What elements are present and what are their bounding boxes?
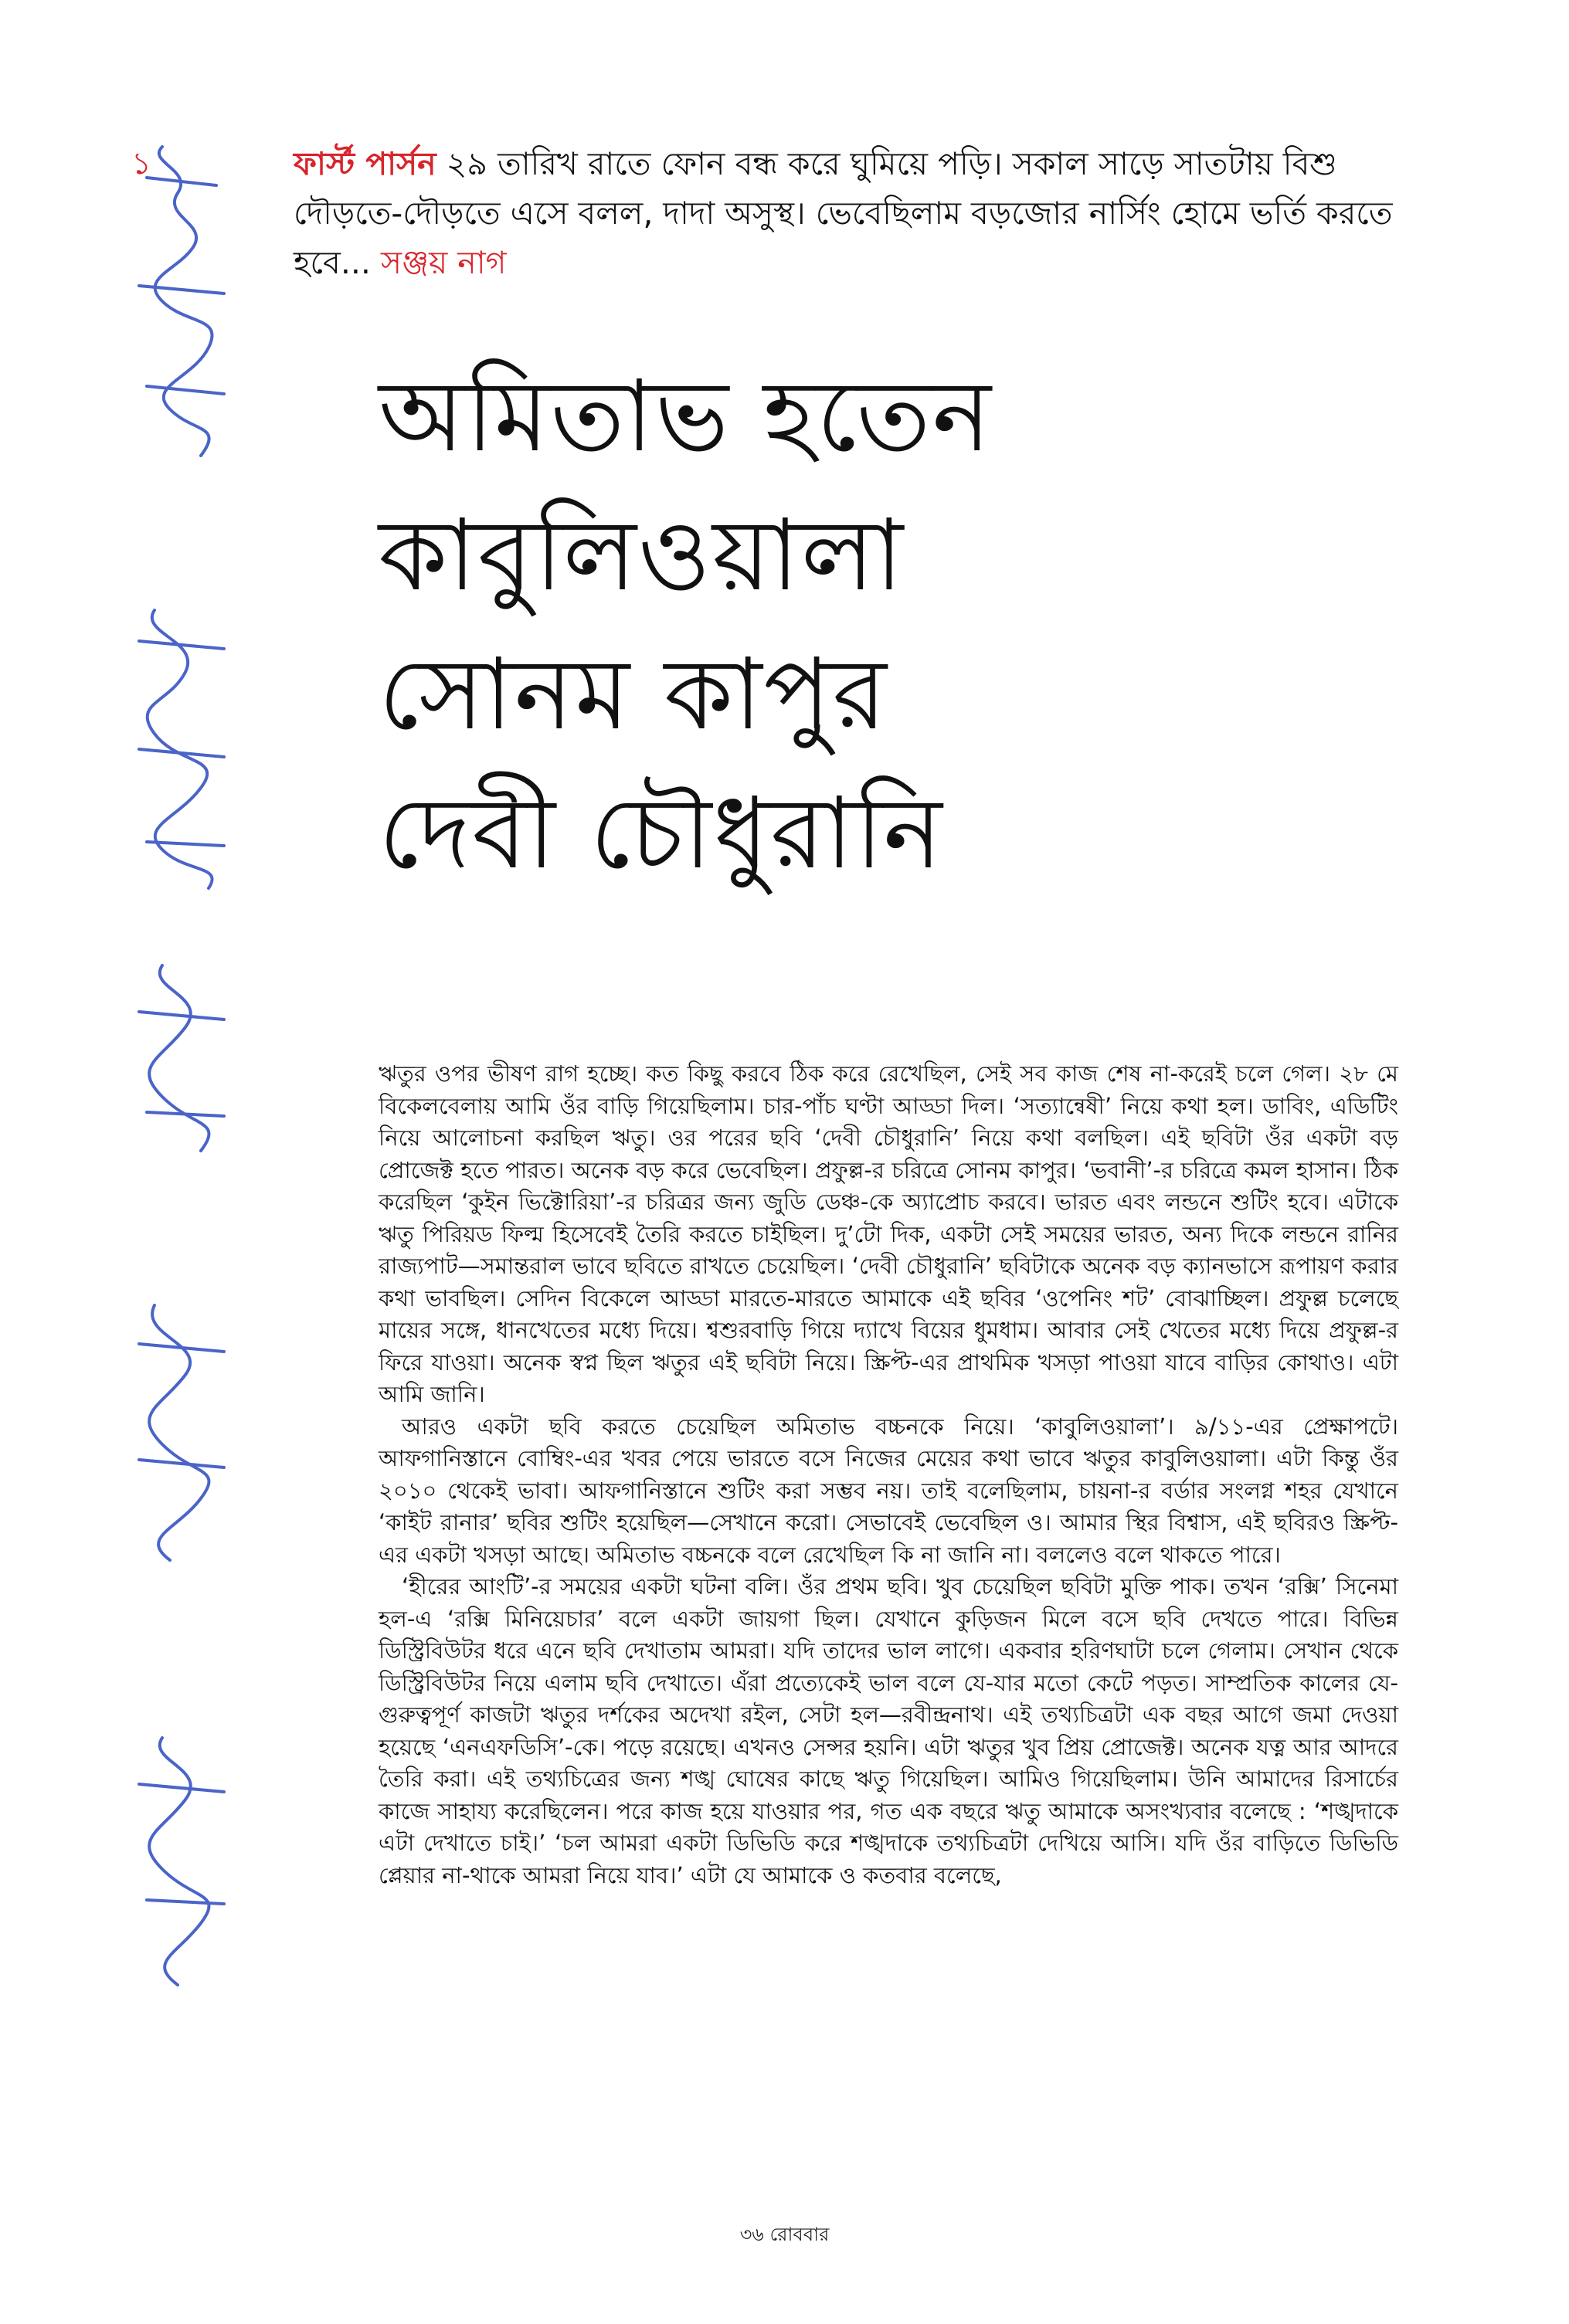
- handwriting-word-4: [139, 1305, 224, 1560]
- article-paragraph: আরও একটা ছবি করতে চেয়েছিল অমিতাভ বচ্চনকে নিয়ে। ‘কাবুলিওয়ালা’। ৯/১১-এর প্রেক্ষাপটে। আফগানিস্তানে বোম্বিং-এর খবর পেয়ে ভারতে বসে নিজের মেয়ের কথা ভাবে ঋতুর কাবুলিওয়ালা। এটা কিন্তু ওঁর ২০১০ থেকেই ভাবা। আফগানিস্তানে শুটিং করা সম্ভব নয়। তাই বলেছিলাম, চায়না-র বর্ডার সংলগ্ন শহর যেখানে ‘কাইট রানার’ ছবির শুটিং হয়েছিল—সেখানে করো। সেভাবেই ভেবেছিল ও। আমার স্থির বিশ্বাস, এই ছবিরও স্ক্রিপ্ট-এর একটা খসড়া আছে। অমিতাভ বচ্চনকে বলে রেখেছিল কি না জানি না। বললেও বলে থাকতে পারে।: [379, 1413, 1398, 1568]
- article-paragraph: ঋতুর ওপর ভীষণ রাগ হচ্ছে। কত কিছু করবে ঠিক করে রেখেছিল, সেই সব কাজ শেষ না-করেই চলে গেল। ২৮ মে বিকেলবেলায় আমি ওঁর বাড়ি গিয়েছিলাম। চার-পাঁচ ঘণ্টা আড্ডা দিল। ‘সত্যান্বেষী’ নিয়ে কথা হল। ডাবিং, এডিটিং নিয়ে আলোচনা করছিল ঋতু। ওর পরের ছবি ‘দেবী চৌধুরানি’ নিয়ে কথা বলছিল। এই ছবিটা ওঁর একটা বড় প্রোজেক্ট হতে পারত। অনেক বড় করে ভেবেছিল। প্রফুল্ল-র চরিত্রে সোনম কাপুর। ‘ভবানী’-র চরিত্রে কমল হাসান। ঠিক করেছিল ‘কুইন ভিক্টোরিয়া’-র চরিত্রর জন্য জুডি ডেঞ্চ-কে অ্যাপ্রোচ করবে। ভারত এবং লন্ডনে শুটিং হবে। এটাকে ঋতু পিরিয়ড ফিল্ম হিসেবেই তৈরি করতে চাইছিল। দু’টো দিক, একটা সেই সময়ের ভারত, অন্য দিকে লন্ডনে রানির রাজ্যপাট—সমান্তরাল ভাবে ছবিতে রাখতে চেয়েছিল। ‘দেবী চৌধুরানি’ ছবিটাকে অনেক বড় ক্যানভাসে রূপায়ণ করার কথা ভাবছিল। সেদিন বিকেলে আড্ডা মারতে-মারতে আমাকে এই ছবির ‘ওপেনিং শট’ বোঝাচ্ছিল। প্রফুল্ল চলেছে মায়ের সঙ্গে, ধানখেতের মধ্যে দিয়ে। শ্বশুরবাড়ি গিয়ে দ্যাখে বিয়ের ধুমধাম। আবার সেই খেতের মধ্যে দিয়ে প্রফুল্ল-র ফিরে যাওয়া। অনেক স্বপ্ন ছিল ঋতুর এই ছবিটা নিয়ে। স্ক্রিপ্ট-এর প্রাথমিক খসড়া পাওয়া যাবে বাড়ির কোথাও। এটা আমি জানি।: [379, 1060, 1398, 1407]
- article-paragraph: ‘হীরের আংটি’-র সময়ের একটা ঘটনা বলি। ওঁর প্রথম ছবি। খুব চেয়েছিল ছবিটা মুক্তি পাক। তখন ‘রক্সি’ সিনেমা হল-এ ‘রক্সি মিনিয়েচার’ বলে একটা জায়গা ছিল। যেখানে কুড়িজন মিলে বসে ছবি দেখতে পারে। বিভিন্ন ডিস্ট্রিবিউটর ধরে এনে ছবি দেখাতাম আমরা। যদি তাদের ভাল লাগে। একবার হরিণঘাটা চলে গেলাম। সেখান থেকে ডিস্ট্রিবিউটর নিয়ে এলাম ছবি দেখাতে। এঁরা প্রত্যেকেই ভাল বলে যে-যার মতো কেটে পড়ত। সাম্প্রতিক কালের যে-গুরুত্বপূর্ণ কাজটা ঋতুর দর্শকের অদেখা রইল, সেটা হল—রবীন্দ্রনাথ। এই তথ্যচিত্রটা এক বছর আগে জমা দেওয়া হয়েছে ‘এনএফডিসি’-কে। পড়ে রয়েছে। এখনও সেন্সর হয়নি। এটা ঋতুর খুব প্রিয় প্রোজেক্ট। অনেক যত্ন আর আদরে তৈরি করা। এই তথ্যচিত্রের জন্য শঙ্খ ঘোষের কাছে ঋতু গিয়েছিল। আমিও গিয়েছিলাম। উনি আমাদের রিসার্চের কাজে সাহায্য করেছিলেন। পরে কাজ হয়ে যাওয়ার পর, গত এক বছরে ঋতু আমাকে অসংখ্যবার বলেছে : ‘শঙ্খদাকে এটা দেখাতে চাই।’ ‘চল আমরা একটা ডিভিডি করে শঙ্খদাকে তথ্যচিত্রটা দেখিয়ে আসি। যদি ওঁর বাড়িতে ডিভিডি প্লেয়ার না-থাকে আমরা নিয়ে যাব।’ এটা যে আমাকে ও কতবার বলেছে,: [379, 1573, 1398, 1888]
- headline: [379, 348, 1460, 904]
- margin-handwriting: [116, 131, 247, 2139]
- headline-line: অমিতাভ হতেন: [379, 359, 993, 474]
- author-name: সঞ্জয় নাগ: [380, 244, 507, 281]
- handwriting-word-1: [139, 147, 224, 456]
- headline-line: সোনম কাপুর: [379, 637, 888, 752]
- headline-line: কাবুলিওয়ালা: [379, 498, 905, 613]
- section-label: ফার্স্ট পার্সন: [294, 145, 436, 182]
- handwriting-word-5: [139, 1738, 224, 1985]
- intro-block: [294, 139, 1452, 287]
- page-footer: ৩৬ রোববার: [739, 2224, 830, 2245]
- handwriting-word-2: [139, 610, 224, 888]
- intro-text: ২৯ তারিখ রাতে ফোন বন্ধ করে ঘুমিয়ে পড়ি। সকাল সাড়ে সাতটায় বিশু দৌড়তে-দৌড়তে এসে বলল, দাদা অসুস্থ। ভেবেছিলাম বড়জোর নার্সিং হোমে ভর্তি করতে হবে...: [294, 145, 1393, 281]
- margin-number: ১: [131, 146, 151, 182]
- handwriting-word-3: [139, 965, 224, 1151]
- headline-line: দেবী চৌধুরানি: [379, 776, 944, 891]
- article-body: [379, 1058, 1398, 1891]
